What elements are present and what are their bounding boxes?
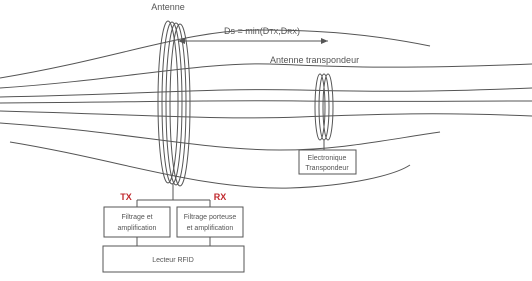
transponder-coil: [315, 74, 333, 140]
antenna-wiring: [137, 184, 210, 207]
field-line-outer-top: [0, 30, 430, 78]
field-line-center: [0, 101, 532, 103]
field-lines: [0, 30, 532, 188]
field-line-mid-upper: [0, 88, 532, 97]
field-line-bottom: [0, 123, 440, 150]
tx-filter-line1: Filtrage et: [121, 214, 153, 221]
field-line-top: [0, 64, 532, 88]
transponder-antenna-label: Antenne transpondeur: [270, 55, 360, 65]
transponder-electronics-line2: Transpondeur: [305, 165, 349, 172]
rfid-reader-label: Lecteur RFID: [152, 257, 194, 264]
distance-label: Ds = min(DTX,DRX): [224, 26, 300, 36]
antenna-label: Antenne: [151, 2, 185, 12]
tx-filter-line2: amplification: [117, 225, 157, 232]
tx-label: TX: [120, 192, 132, 202]
tx-filter-box: [104, 207, 170, 237]
rx-filter-box: [177, 207, 243, 237]
rx-filter-line1: Filtrage porteuse: [183, 214, 237, 221]
field-line-mid-lower: [0, 111, 532, 118]
rx-filter-line2: et amplification: [186, 225, 234, 232]
antenna-coil: [158, 21, 190, 186]
distance-arrow: [178, 38, 328, 44]
rx-label: RX: [213, 192, 227, 202]
transponder-electronics-line1: Electronique: [307, 155, 347, 162]
